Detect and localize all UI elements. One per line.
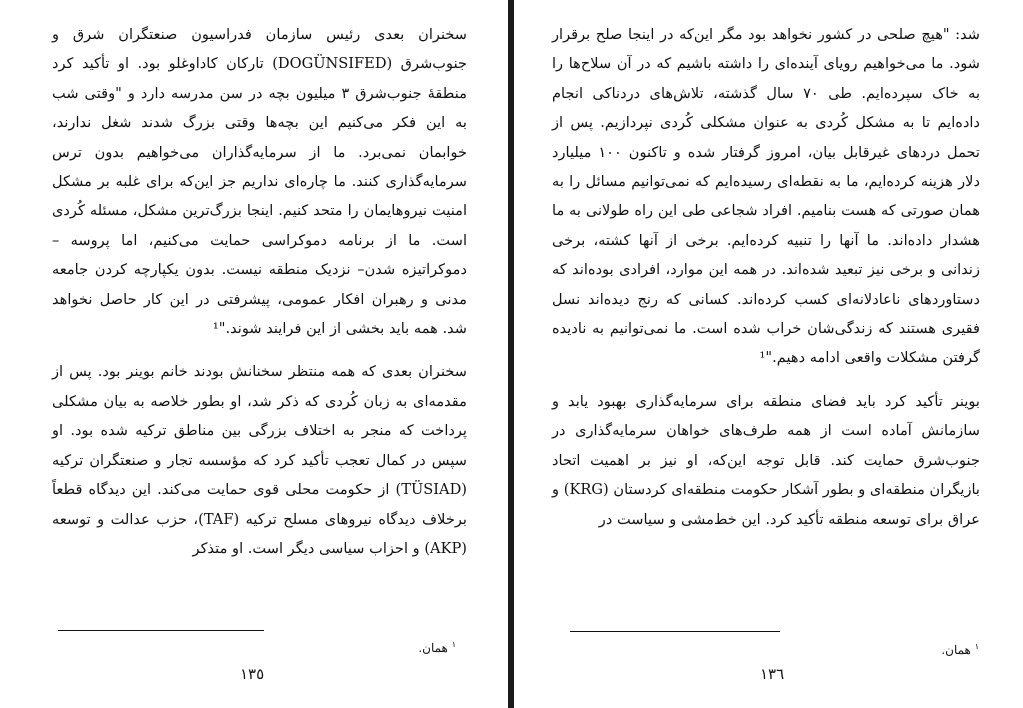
footnote-text: همان. [941, 643, 971, 657]
paragraph: شد: "هیچ صلحی در کشور نخواهد بود مگر این‌که در اینجا صلح برقرار شود. ما می‌خواهیم رویای آینده‌ای را داشته باشیم که در آن سلاح‌ها را به خاک سپرده‌ایم. طی ۷۰ سال گذشته، تلاش‌های دردناکی انجام داده‌ایم تا به مشکل کُردی به عنوان مشکلی کُردی نپردازیم. پس از تحمل دردهای غیرقابل بیان، امروز گرفتار شده و تاکنون ۱۰۰ میلیارد دلار هزینه کرده‌ایم، ما به نقطه‌ای رسیده‌ایم که نمی‌توانیم مسائل را به همان صورتی که هست بنامیم. افراد شجاعی طی این راه طولانی به ما هشدار داده‌اند. ما آنها را تنبیه کرده‌ایم. برخی از آنها کشته، برخی زندانی و برخی نیز تبعید شده‌اند. در همه این موارد، افرادی بوده‌اند که دستاوردهای ناعادلانه‌ای کسب کرده‌اند. کسانی که رنج دیده‌اند نسل فقیری هستند که زندگی‌شان خراب شده است. ما نمی‌توانیم به نادیده گرفتن مشکلات واقعی ادامه دهیم."¹ [552, 26, 980, 367]
right-page-body [552, 20, 980, 534]
left-page [0, 0, 508, 708]
paragraph: سخنران بعدی رئیس سازمان فدراسیون صنعتگران شرق و جنوب‌شرق (DOGÜNSIFED) تارکان کاداوغلو بود. او تأکید کرد منطقهٔ جنوب‌شرق ۳ میلیون بچه در سن مدرسه دارد و "وقتی شب به این فکر می‌کنیم این بچه‌ها وقتی بزرگ شدند شغل ندارند، خوابمان نمی‌برد. ما از سرمایه‌گذاران می‌خواهیم بدون ترس سرمایه‌گذاری کنند. ما چاره‌ای نداریم جز این‌که برای غلبه بر مشکل امنیت نیروهایمان را متحد کنیم. اینجا بزرگ‌ترین مشکل، مسئله کُردی است. ما از برنامه دموکراسی حمایت می‌کنیم، اما پروسه –دموکراتیزه شدن– نزدیک منطقه نیست. بدون یکپارچه کردن جامعه مدنی و رهبران افکار عمومی، پیشرفتی در این کار حاصل نخواهد شد. همه باید بخشی از این فرایند شوند."¹ [52, 26, 468, 338]
footnote-divider [570, 631, 780, 632]
paragraph: سخنران بعدی که همه منتظر سخنانش بودند خانم بوینر بود. پس از مقدمه‌ای به زبان کُردی که ذکر شد، او بطور خلاصه به بیان مشکلی پرداخت که منجر به اختلاف بزرگی بین مناطق ترکیه شده بود. او سپس در کمال تعجب تأکید کرد که مؤسسه تجار و صنعتگران ترکیه (TÜSIAD) از حکومت محلی قوی حمایت می‌کند. این دیدگاه قطعاً برخلاف دیدگاه نیروهای مسلح ترکیه (TAF)، حزب عدالت و توسعه (AKP) و احزاب سیاسی دیگر است. او متذکر [52, 363, 467, 557]
footnote-mark: ١ [451, 640, 456, 649]
footnote [941, 642, 979, 657]
left-page-body [52, 20, 467, 563]
paragraph: بوینر تأکید کرد باید فضای منطقه برای سرمایه‌گذاری بهبود یابد و سازمانش آماده است از همه طرف‌های خواهان سرمایه‌گذاری در جنوب‌شرق حمایت کند. قابل توجه این‌که، او نیز بر اهمیت اتحاد بازیگران منطقه‌ای و بطور آشکار حکومت منطقه‌ای کردستان (KRG) و عراق برای توسعه منطقه تأکید کرد. این خط‌مشی و سیاست در [552, 392, 980, 528]
footnote-mark: ١ [974, 642, 979, 651]
page-number: ١٣٥ [240, 665, 265, 683]
footnote [418, 640, 456, 655]
footnote-divider [58, 630, 264, 631]
page-number: ١٣٦ [760, 665, 785, 683]
right-page [514, 0, 1023, 708]
footnote-text: همان. [418, 641, 448, 655]
